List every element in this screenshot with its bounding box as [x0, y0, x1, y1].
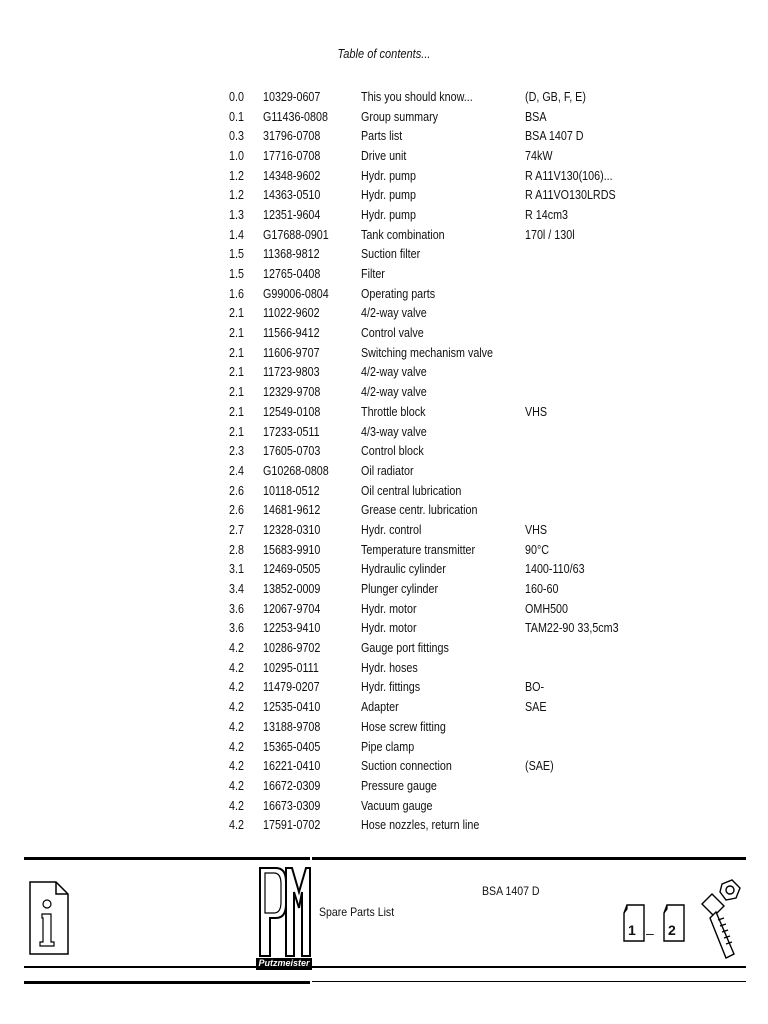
toc-desc: Suction connection: [361, 759, 452, 774]
toc-note: BSA 1407 D: [525, 129, 584, 144]
toc-code: 12067-9704: [263, 601, 321, 616]
toc-num: 2.1: [229, 385, 244, 400]
toc-desc: Hydr. hoses: [361, 660, 418, 675]
toc-row: [229, 678, 665, 698]
page-total: 2: [668, 922, 676, 938]
toc-row: [229, 422, 665, 442]
toc-desc: Oil radiator: [361, 463, 414, 478]
toc-code: 31796-0708: [263, 129, 321, 144]
logo-text: Putzmeister: [258, 958, 310, 968]
toc-row: [229, 304, 665, 324]
toc-num: 3.1: [229, 562, 244, 577]
toc-note: 170l / 130l: [525, 227, 575, 242]
toc-desc: Hydr. pump: [361, 188, 416, 203]
toc-note: R 14cm3: [525, 207, 569, 222]
toc-row: [229, 87, 665, 107]
toc-desc: Throttle block: [361, 404, 426, 419]
page-current: 1: [628, 922, 636, 938]
toc-row: [229, 697, 665, 717]
toc-desc: Plunger cylinder: [361, 582, 439, 597]
toc-code: 14681-9612: [263, 503, 321, 518]
toc-note: SAE: [525, 700, 547, 715]
toc-desc: Control valve: [361, 326, 424, 341]
toc-code: 12535-0410: [263, 700, 321, 715]
toc-num: 0.1: [229, 109, 244, 124]
toc-num: 4.2: [229, 641, 244, 656]
toc-code: G17688-0901: [263, 227, 329, 242]
toc-row: [229, 756, 665, 776]
toc-note: R A11VO130LRDS: [525, 188, 616, 203]
toc-code: 11566-9412: [263, 326, 320, 341]
toc-code: 10286-9702: [263, 641, 321, 656]
toc-row: [229, 579, 665, 599]
toc-num: 3.6: [229, 621, 244, 636]
toc-note: 160-60: [525, 582, 559, 597]
toc-code: 12549-0108: [263, 404, 321, 419]
toc-num: 2.1: [229, 404, 244, 419]
toc-row: [229, 107, 665, 127]
toc-note: VHS: [525, 522, 548, 537]
toc-code: 10295-0111: [263, 660, 319, 675]
toc-row: [229, 461, 665, 481]
toc-desc: Filter: [361, 267, 385, 282]
toc-row: [229, 500, 665, 520]
toc-num: 4.2: [229, 739, 244, 754]
toc-row: [229, 599, 665, 619]
toc-desc: Hydr. control: [361, 522, 422, 537]
toc-code: 15365-0405: [263, 739, 321, 754]
toc-row: [229, 323, 665, 343]
toc-num: 1.5: [229, 247, 244, 262]
toc-num: 2.4: [229, 463, 244, 478]
toc-code: 12328-0310: [263, 522, 321, 537]
footer-rule-right-bottom: [312, 981, 746, 982]
toc-row: [229, 658, 665, 678]
toc-note: TAM22-90 33,5cm3: [525, 621, 619, 636]
toc-num: 2.1: [229, 424, 244, 439]
toc-num: 0.0: [229, 89, 244, 104]
toc-desc: 4/3-way valve: [361, 424, 427, 439]
toc-code: 16672-0309: [263, 778, 321, 793]
toc-row: [229, 382, 665, 402]
toc-num: 2.1: [229, 326, 244, 341]
toc-desc: Gauge port fittings: [361, 641, 449, 656]
toc-row: [229, 166, 665, 186]
toc-note: VHS: [525, 404, 548, 419]
toc-note: 1400-110/63: [525, 562, 585, 577]
toc-row: [229, 363, 665, 383]
toc-row: [229, 185, 665, 205]
toc-row: [229, 717, 665, 737]
page-separator: –: [646, 925, 654, 941]
toc-num: 3.6: [229, 601, 244, 616]
toc-num: 1.4: [229, 227, 244, 242]
toc-code: 12469-0505: [263, 562, 321, 577]
toc-num: 2.1: [229, 365, 244, 380]
toc-code: 10329-0607: [263, 89, 321, 104]
toc-desc: 4/2-way valve: [361, 385, 427, 400]
toc-desc: Hydr. motor: [361, 621, 417, 636]
toc-desc: Hydr. motor: [361, 601, 417, 616]
toc-desc: Hydr. pump: [361, 207, 416, 222]
document-type: Spare Parts List: [319, 905, 395, 919]
toc-num: 2.1: [229, 345, 244, 360]
toc-code: G11436-0808: [263, 109, 328, 124]
footer-rule-right-top: [312, 857, 746, 860]
toc-note: (SAE): [525, 759, 554, 774]
toc-row: [229, 205, 665, 225]
toc-desc: Vacuum gauge: [361, 798, 433, 813]
toc-note: BSA: [525, 109, 547, 124]
toc-code: 12351-9604: [263, 207, 321, 222]
toc-note: OMH500: [525, 601, 569, 616]
toc-code: 17591-0702: [263, 818, 321, 833]
footer-rule-left-bottom: [24, 981, 310, 984]
toc-desc: 4/2-way valve: [361, 365, 427, 380]
toc-code: G10268-0808: [263, 463, 329, 478]
toc-code: 17233-0511: [263, 424, 320, 439]
toc-row: [229, 284, 665, 304]
toc-desc: Adapter: [361, 700, 399, 715]
table-of-contents: [229, 87, 665, 835]
toc-desc: Hose nozzles, return line: [361, 818, 480, 833]
toc-code: 12765-0408: [263, 267, 321, 282]
toc-num: 2.6: [229, 483, 244, 498]
toc-row: [229, 225, 665, 245]
toc-desc: Operating parts: [361, 286, 436, 301]
footer-rule-right-mid: [312, 966, 746, 968]
toc-code: 11606-9707: [263, 345, 320, 360]
toc-desc: Pressure gauge: [361, 778, 437, 793]
toc-num: 2.6: [229, 503, 244, 518]
toc-desc: Hydr. pump: [361, 168, 416, 183]
toc-row: [229, 520, 665, 540]
toc-num: 1.2: [229, 168, 244, 183]
toc-row: [229, 441, 665, 461]
toc-code: 16221-0410: [263, 759, 321, 774]
toc-code: 12253-9410: [263, 621, 321, 636]
toc-row: [229, 796, 665, 816]
toc-num: 4.2: [229, 798, 244, 813]
toc-code: 11723-9803: [263, 365, 320, 380]
toc-code: 11368-9812: [263, 247, 320, 262]
toc-num: 4.2: [229, 778, 244, 793]
toc-desc: Control block: [361, 444, 424, 459]
toc-desc: 4/2-way valve: [361, 306, 427, 321]
toc-code: 17605-0703: [263, 444, 321, 459]
toc-num: 4.2: [229, 719, 244, 734]
toc-code: 11022-9602: [263, 306, 320, 321]
toc-row: [229, 737, 665, 757]
tools-icon: [696, 876, 742, 962]
toc-note: 74kW: [525, 148, 553, 163]
toc-code: 14363-0510: [263, 188, 321, 203]
toc-num: 1.3: [229, 207, 244, 222]
toc-num: 4.2: [229, 660, 244, 675]
toc-code: 13852-0009: [263, 582, 321, 597]
toc-desc: Drive unit: [361, 148, 407, 163]
toc-row: [229, 343, 665, 363]
toc-row: [229, 638, 665, 658]
toc-num: 1.6: [229, 286, 244, 301]
toc-code: 13188-9708: [263, 719, 321, 734]
toc-row: [229, 402, 665, 422]
toc-num: 2.1: [229, 306, 244, 321]
toc-code: 14348-9602: [263, 168, 321, 183]
putzmeister-logo: [256, 864, 312, 970]
toc-row: [229, 481, 665, 501]
toc-note: BO-: [525, 680, 545, 695]
toc-num: 2.3: [229, 444, 244, 459]
toc-code: 12329-9708: [263, 385, 321, 400]
toc-row: [229, 776, 665, 796]
toc-desc: Grease centr. lubrication: [361, 503, 478, 518]
info-icon: [28, 880, 70, 956]
toc-code: G99006-0804: [263, 286, 329, 301]
toc-num: 0.3: [229, 129, 244, 144]
toc-row: [229, 146, 665, 166]
toc-code: 17716-0708: [263, 148, 321, 163]
toc-note: 90°C: [525, 542, 550, 557]
toc-row: [229, 540, 665, 560]
toc-desc: Hydr. fittings: [361, 680, 421, 695]
toc-desc: Suction filter: [361, 247, 421, 262]
toc-desc: Tank combination: [361, 227, 445, 242]
toc-num: 1.0: [229, 148, 244, 163]
toc-desc: Parts list: [361, 129, 403, 144]
toc-row: [229, 619, 665, 639]
toc-row: [229, 245, 665, 265]
toc-row: [229, 126, 665, 146]
toc-code: 10118-0512: [263, 483, 320, 498]
toc-row: [229, 815, 665, 835]
toc-num: 4.2: [229, 818, 244, 833]
toc-desc: Group summary: [361, 109, 439, 124]
toc-note: (D, GB, F, E): [525, 89, 586, 104]
toc-desc: Pipe clamp: [361, 739, 415, 754]
toc-num: 2.8: [229, 542, 244, 557]
toc-desc: Hydraulic cylinder: [361, 562, 446, 577]
toc-code: 16673-0309: [263, 798, 321, 813]
toc-num: 4.2: [229, 700, 244, 715]
toc-row: [229, 560, 665, 580]
model-name: BSA 1407 D: [482, 884, 540, 898]
toc-desc: Temperature transmitter: [361, 542, 476, 557]
toc-desc: Oil central lubrication: [361, 483, 462, 498]
toc-num: 1.2: [229, 188, 244, 203]
toc-code: 15683-9910: [263, 542, 321, 557]
toc-desc: Hose screw fitting: [361, 719, 446, 734]
toc-desc: This you should know...: [361, 89, 473, 104]
footer-rule-left-top: [24, 857, 310, 860]
toc-code: 11479-0207: [263, 680, 320, 695]
toc-row: [229, 264, 665, 284]
toc-num: 2.7: [229, 522, 244, 537]
toc-desc: Switching mechanism valve: [361, 345, 494, 360]
toc-num: 1.5: [229, 267, 244, 282]
toc-num: 4.2: [229, 680, 244, 695]
toc-num: 3.4: [229, 582, 244, 597]
toc-num: 4.2: [229, 759, 244, 774]
toc-note: R A11V130(106)...: [525, 168, 613, 183]
page-title: Table of contents...: [337, 46, 431, 61]
